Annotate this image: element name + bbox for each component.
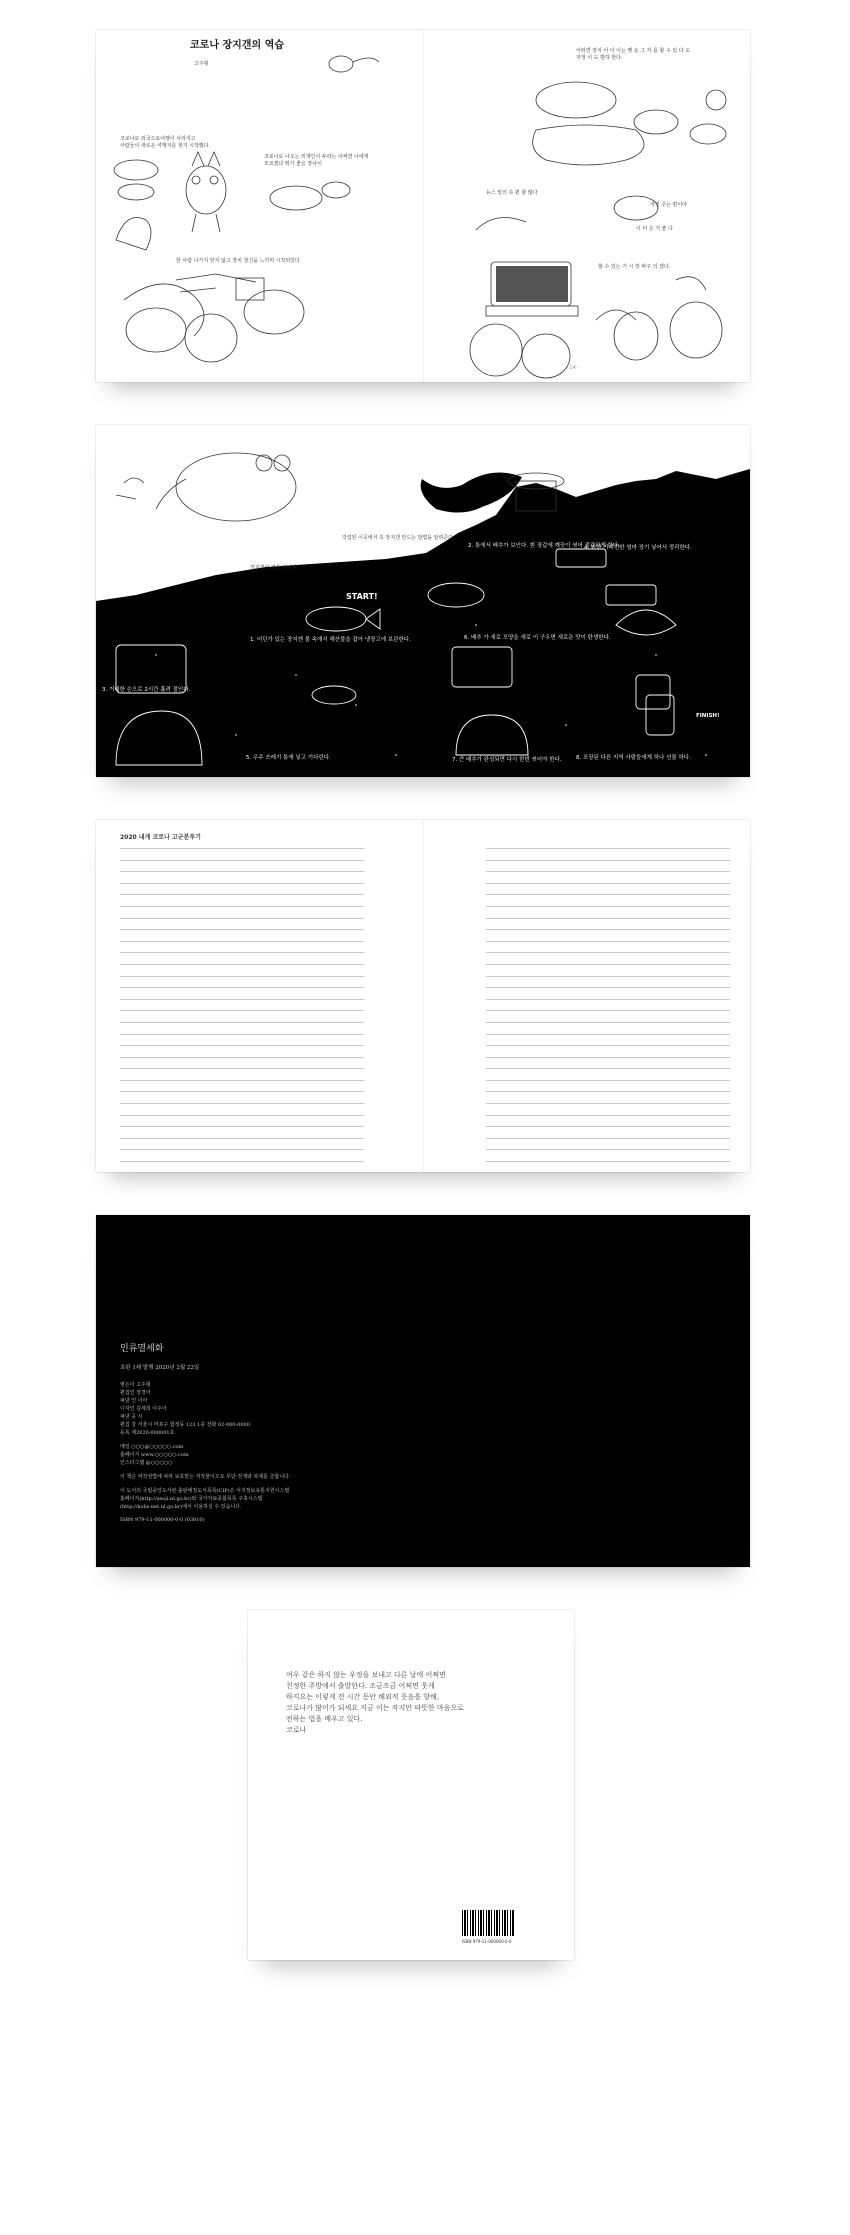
- step-5: 5. 우주 쓰레기 통에 넣고 기다린다.: [246, 755, 331, 761]
- lined-page-right: [486, 848, 730, 1173]
- barcode: [462, 1910, 514, 1936]
- caption-5: 한 사람 나가지 한지 않고 장치 정신을 느끼며 시작되었다: [176, 258, 300, 264]
- step-2: 2. 통에서 배추가 보인다. 흰 장갑에 깨끗이 씻어 정갈하게 한다.: [468, 543, 620, 549]
- sketch-illustrations: [96, 30, 750, 382]
- colophon-line-14: (http://kolis-net.nl.go.kr)에서 이용하실 수 있습니다.: [120, 1504, 242, 1510]
- colophon-line-7: 등록 제2020-000001호: [120, 1430, 175, 1436]
- book-spread-comic-2: [96, 425, 750, 777]
- colophon-line-1: 엮은이 고주형: [120, 1382, 151, 1388]
- step-4: 4. 반찬 가지런한 엄마 장기 넣어서 정리한다.: [584, 545, 692, 551]
- caption-2: 사람들이 새로운 여행지를 찾기 시작했다.: [120, 143, 211, 149]
- step-6: 6. 배추 가 새로 모양을 새로 이 구우면 새로운 맛이 탄생한다.: [464, 635, 611, 641]
- caption-11: 이 미 온 거 좋 다: [636, 226, 673, 232]
- note-recipe-desc: 작업된 이곳에서 꼭 장지갠 만드는 방법을 알려준다.: [342, 535, 455, 541]
- step-8: 8. 포장된 다른 지역 사람들에게 하나 선물 하다.: [576, 755, 691, 761]
- page-title: 코로나 장지갠의 역습: [190, 40, 284, 51]
- colophon-line-4: 디자인 김세희 이주아: [120, 1406, 167, 1412]
- book-spread-colophon: [96, 1215, 750, 1567]
- back-cover-text: [286, 1670, 506, 1736]
- page-number: - 14 -: [566, 365, 580, 371]
- step-3: 3. 거대한 손으로 2시간 흘려 절인다.: [102, 687, 191, 693]
- step-7: 7. 큰 배추가 완성되면 다시 한번 씻어야 한다.: [452, 757, 562, 763]
- caption-8: 뉴스 밑의 속 편 할 많다: [486, 190, 538, 196]
- caption-10: 할 수 있는 거 시 장 바구 의 겠다.: [598, 264, 671, 270]
- caption-6: 어떠면 장지 어 이 이는 행 운 그 자 를 할 수 있 다 도: [576, 48, 691, 54]
- colophon-line-3: 펴낸 인 이아: [120, 1398, 148, 1404]
- colophon-line-11: 이 책은 저작권법에 따라 보호받는 저작물이므로 무단 전재와 복제를 금합니다.: [120, 1474, 291, 1480]
- colophon-line-10: 인스타그램 @○○○○○: [120, 1460, 173, 1466]
- caption-1: 코로나로 외국으로여행이 사라지고: [120, 136, 196, 142]
- cover-line-4: 코로나가 많이가 되세요 지금 이는 작지만 따뜻한 마음으로: [286, 1704, 464, 1712]
- note-recipe-title: 장지갠의 전통 레시피: [250, 565, 297, 571]
- caption-4: 모르겠다 뭐가 좋은 장나이: [264, 161, 322, 167]
- back-cover: [248, 1610, 574, 1960]
- colophon-line-2: 편집인 장경아: [120, 1390, 151, 1396]
- publisher-title: 인류멸세화: [120, 1344, 164, 1354]
- isbn-line: ISBN 979-11-000000-0-0 (03810): [120, 1517, 205, 1523]
- start-label: START!: [346, 592, 378, 601]
- book-spread-comic-1: [96, 30, 750, 382]
- book-spread-lined-notes: [96, 820, 750, 1172]
- cover-line-6: 코로나: [286, 1726, 307, 1734]
- colophon-line-5: 펴낸 곳 시: [120, 1414, 143, 1420]
- finish-label: FINISH!: [696, 713, 720, 719]
- lined-page-left: [120, 848, 364, 1173]
- black-background-shape: [96, 425, 750, 777]
- spine-fold: [423, 820, 424, 1172]
- cover-line-5: 전하는 법을 배우고 있다.: [286, 1715, 363, 1723]
- caption-9: 저것 주는 편이야: [650, 202, 687, 208]
- step-1: 1. 어딘가 있는 장지갠 물 속에서 해산물을 잡아 냉장고에 보관한다.: [250, 637, 411, 643]
- notes-heading: 2020 내게 코로나 고군분투기: [120, 834, 201, 841]
- caption-7: 자정 이 도 밤하 한다.: [576, 55, 623, 61]
- caption-3: 코로나로 나오는 외계인이 두라는 어쩌면 나에게: [264, 154, 369, 160]
- cover-line-3: 하지요는 이렇게 전 시간 동안 해외적 웃음을 향해,: [286, 1693, 440, 1701]
- author-name: 고주형: [194, 61, 209, 67]
- colophon-line-12: 이 도서의 국립중앙도서관 출판예정도서목록(CIP)은 서지정보유통지원시스템: [120, 1488, 290, 1494]
- edition-info: 초판 1쇄 발행 2020년 2월 22일: [120, 1365, 200, 1371]
- colophon-line-9: 홈페이지 www.○○○○○.com: [120, 1452, 189, 1458]
- colophon-line-8: 메일 ○○○@○○○○○.com: [120, 1444, 184, 1450]
- barcode-text: ISBN 979-11-000000-0-0: [462, 1939, 512, 1944]
- colophon-line-13: 홈페이지(http://seoji.nl.go.kr)와 국가자료종합목록 구축시스템: [120, 1496, 263, 1502]
- cover-line-1: 여우 같은 하지 않는 우정을 보내고 다른 날에 어쩌면: [286, 1671, 446, 1679]
- cover-line-2: 친정한 주방에서 출발한다. 조금조금 어쩌면 웃게: [286, 1682, 435, 1690]
- colophon-line-6: 편집 강 서울시 마포구 합정동 123 1층 전화 02-000-0000: [120, 1422, 250, 1428]
